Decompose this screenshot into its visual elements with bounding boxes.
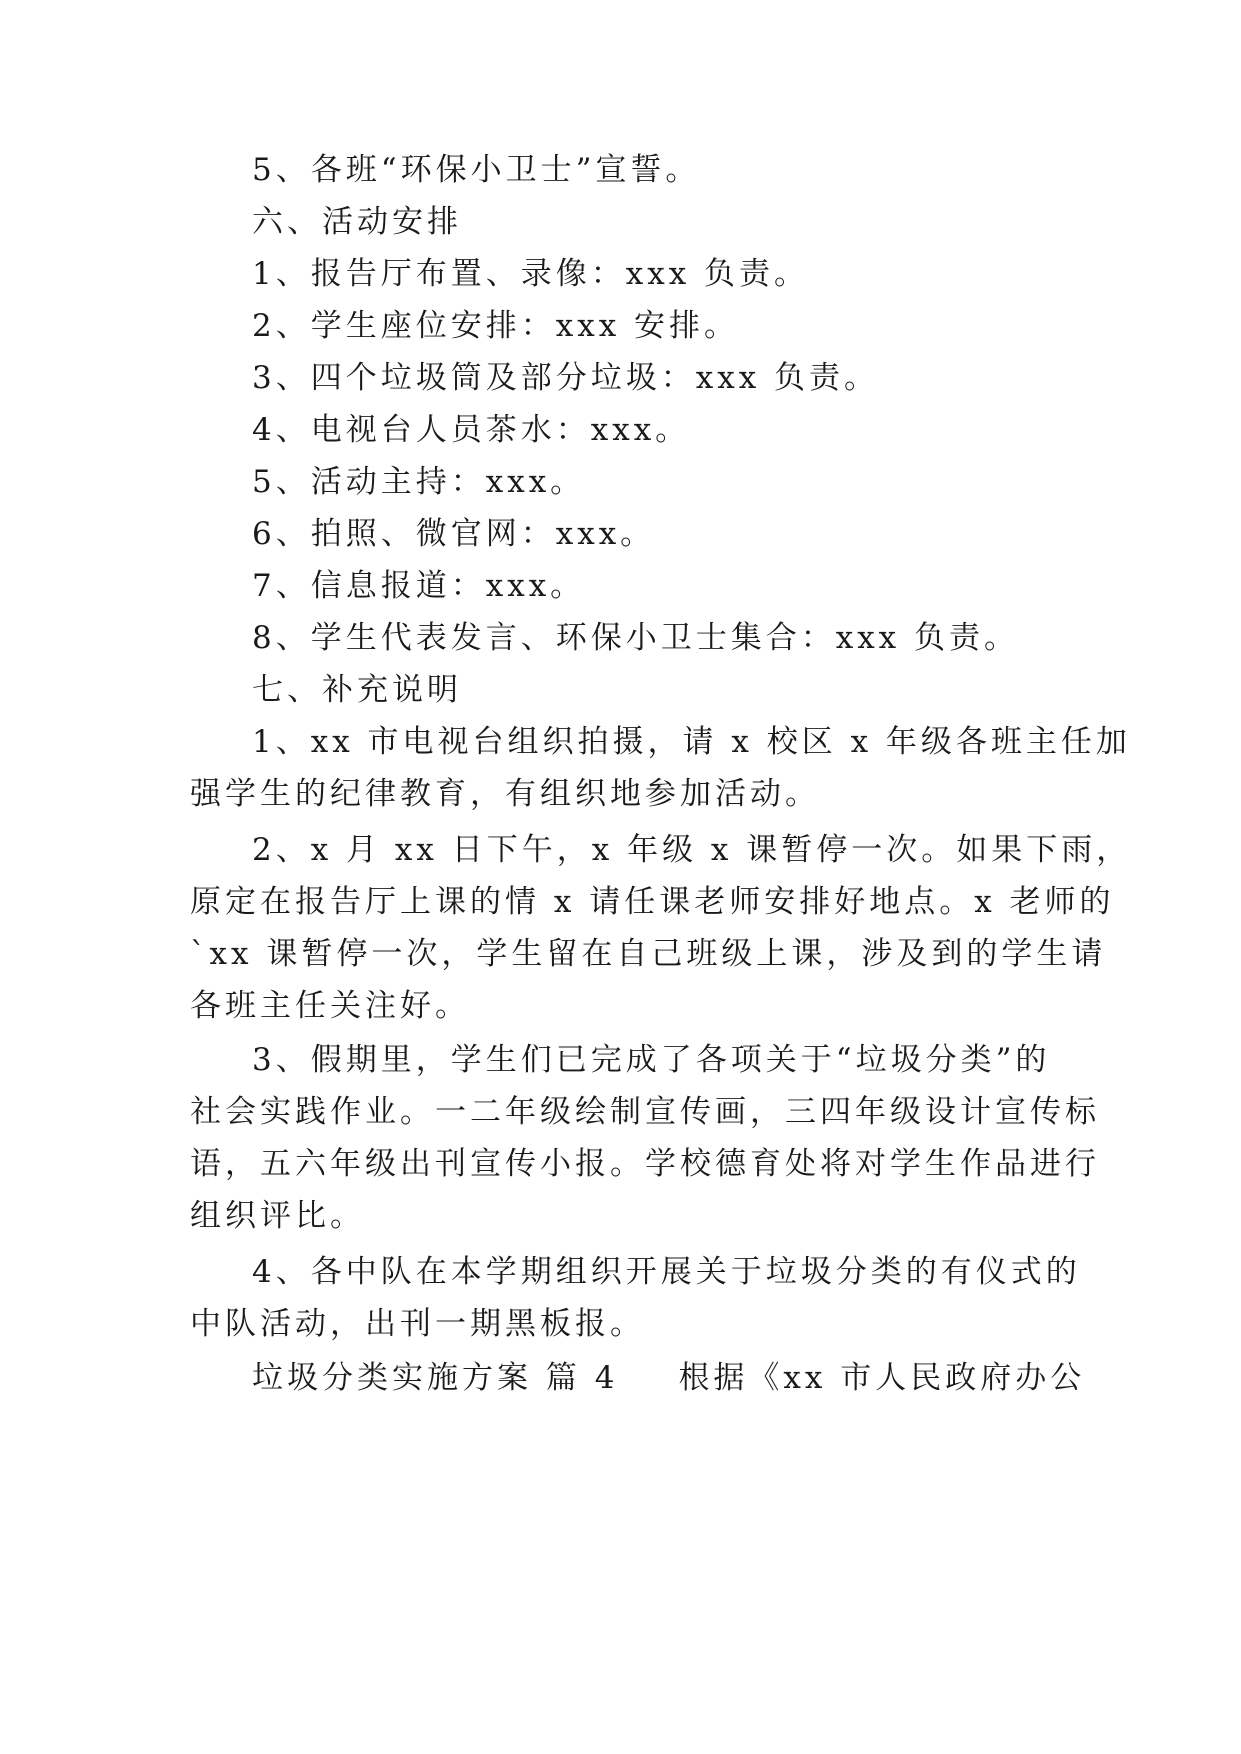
paragraph-line: 2、学生座位安排：xxx 安排。 xyxy=(252,308,740,344)
paragraph-line: 组织评比。 xyxy=(190,1198,365,1234)
paragraph-line: 8、学生代表发言、环保小卫士集合：xxx 负责。 xyxy=(252,620,1020,656)
paragraph-line: 语，五六年级出刊宣传小报。学校德育处将对学生作品进行 xyxy=(190,1146,1100,1182)
paragraph-line: 3、四个垃圾筒及部分垃圾：xxx 负责。 xyxy=(252,360,880,396)
paragraph-line: 5、各班“环保小卫士”宣誓。 xyxy=(252,152,701,188)
paragraph-line: 4、电视台人员茶水：xxx。 xyxy=(252,412,691,448)
paragraph-line: 6、拍照、微官网：xxx。 xyxy=(252,516,656,552)
section-heading: 七、补充说明 xyxy=(252,672,462,708)
paragraph-line: 2、x 月 xx 日下午，x 年级 x 课暂停一次。如果下雨， xyxy=(252,832,1132,868)
paragraph-line: 强学生的纪律教育，有组织地参加活动。 xyxy=(190,776,820,812)
paragraph-line: 1、报告厅布置、录像：xxx 负责。 xyxy=(252,256,810,292)
section-heading: 六、活动安排 xyxy=(252,204,462,240)
paragraph-start: 根据《xx 市人民政府办公 xyxy=(678,1360,1086,1396)
paragraph-line: 社会实践作业。一二年级绘制宣传画，三四年级设计宣传标 xyxy=(190,1094,1100,1130)
section-title: 垃圾分类实施方案 篇 4 xyxy=(252,1360,619,1396)
paragraph-line: `xx 课暂停一次，学生留在自己班级上课，涉及到的学生请 xyxy=(190,936,1107,972)
paragraph-line: 中队活动，出刊一期黑板报。 xyxy=(190,1306,645,1342)
paragraph-line: 各班主任关注好。 xyxy=(190,988,470,1024)
paragraph-line: 1、xx 市电视台组织拍摄，请 x 校区 x 年级各班主任加 xyxy=(252,724,1131,760)
paragraph-line: 7、信息报道：xxx。 xyxy=(252,568,586,604)
section-title-line xyxy=(252,1358,1086,1398)
paragraph-line: 原定在报告厅上课的情 x 请任课老师安排好地点。x 老师的 xyxy=(190,884,1115,920)
paragraph-line: 5、活动主持：xxx。 xyxy=(252,464,586,500)
paragraph-line: 4、各中队在本学期组织开展关于垃圾分类的有仪式的 xyxy=(252,1254,1081,1290)
paragraph-line: 3、假期里，学生们已完成了各项关于“垃圾分类”的 xyxy=(252,1042,1051,1078)
